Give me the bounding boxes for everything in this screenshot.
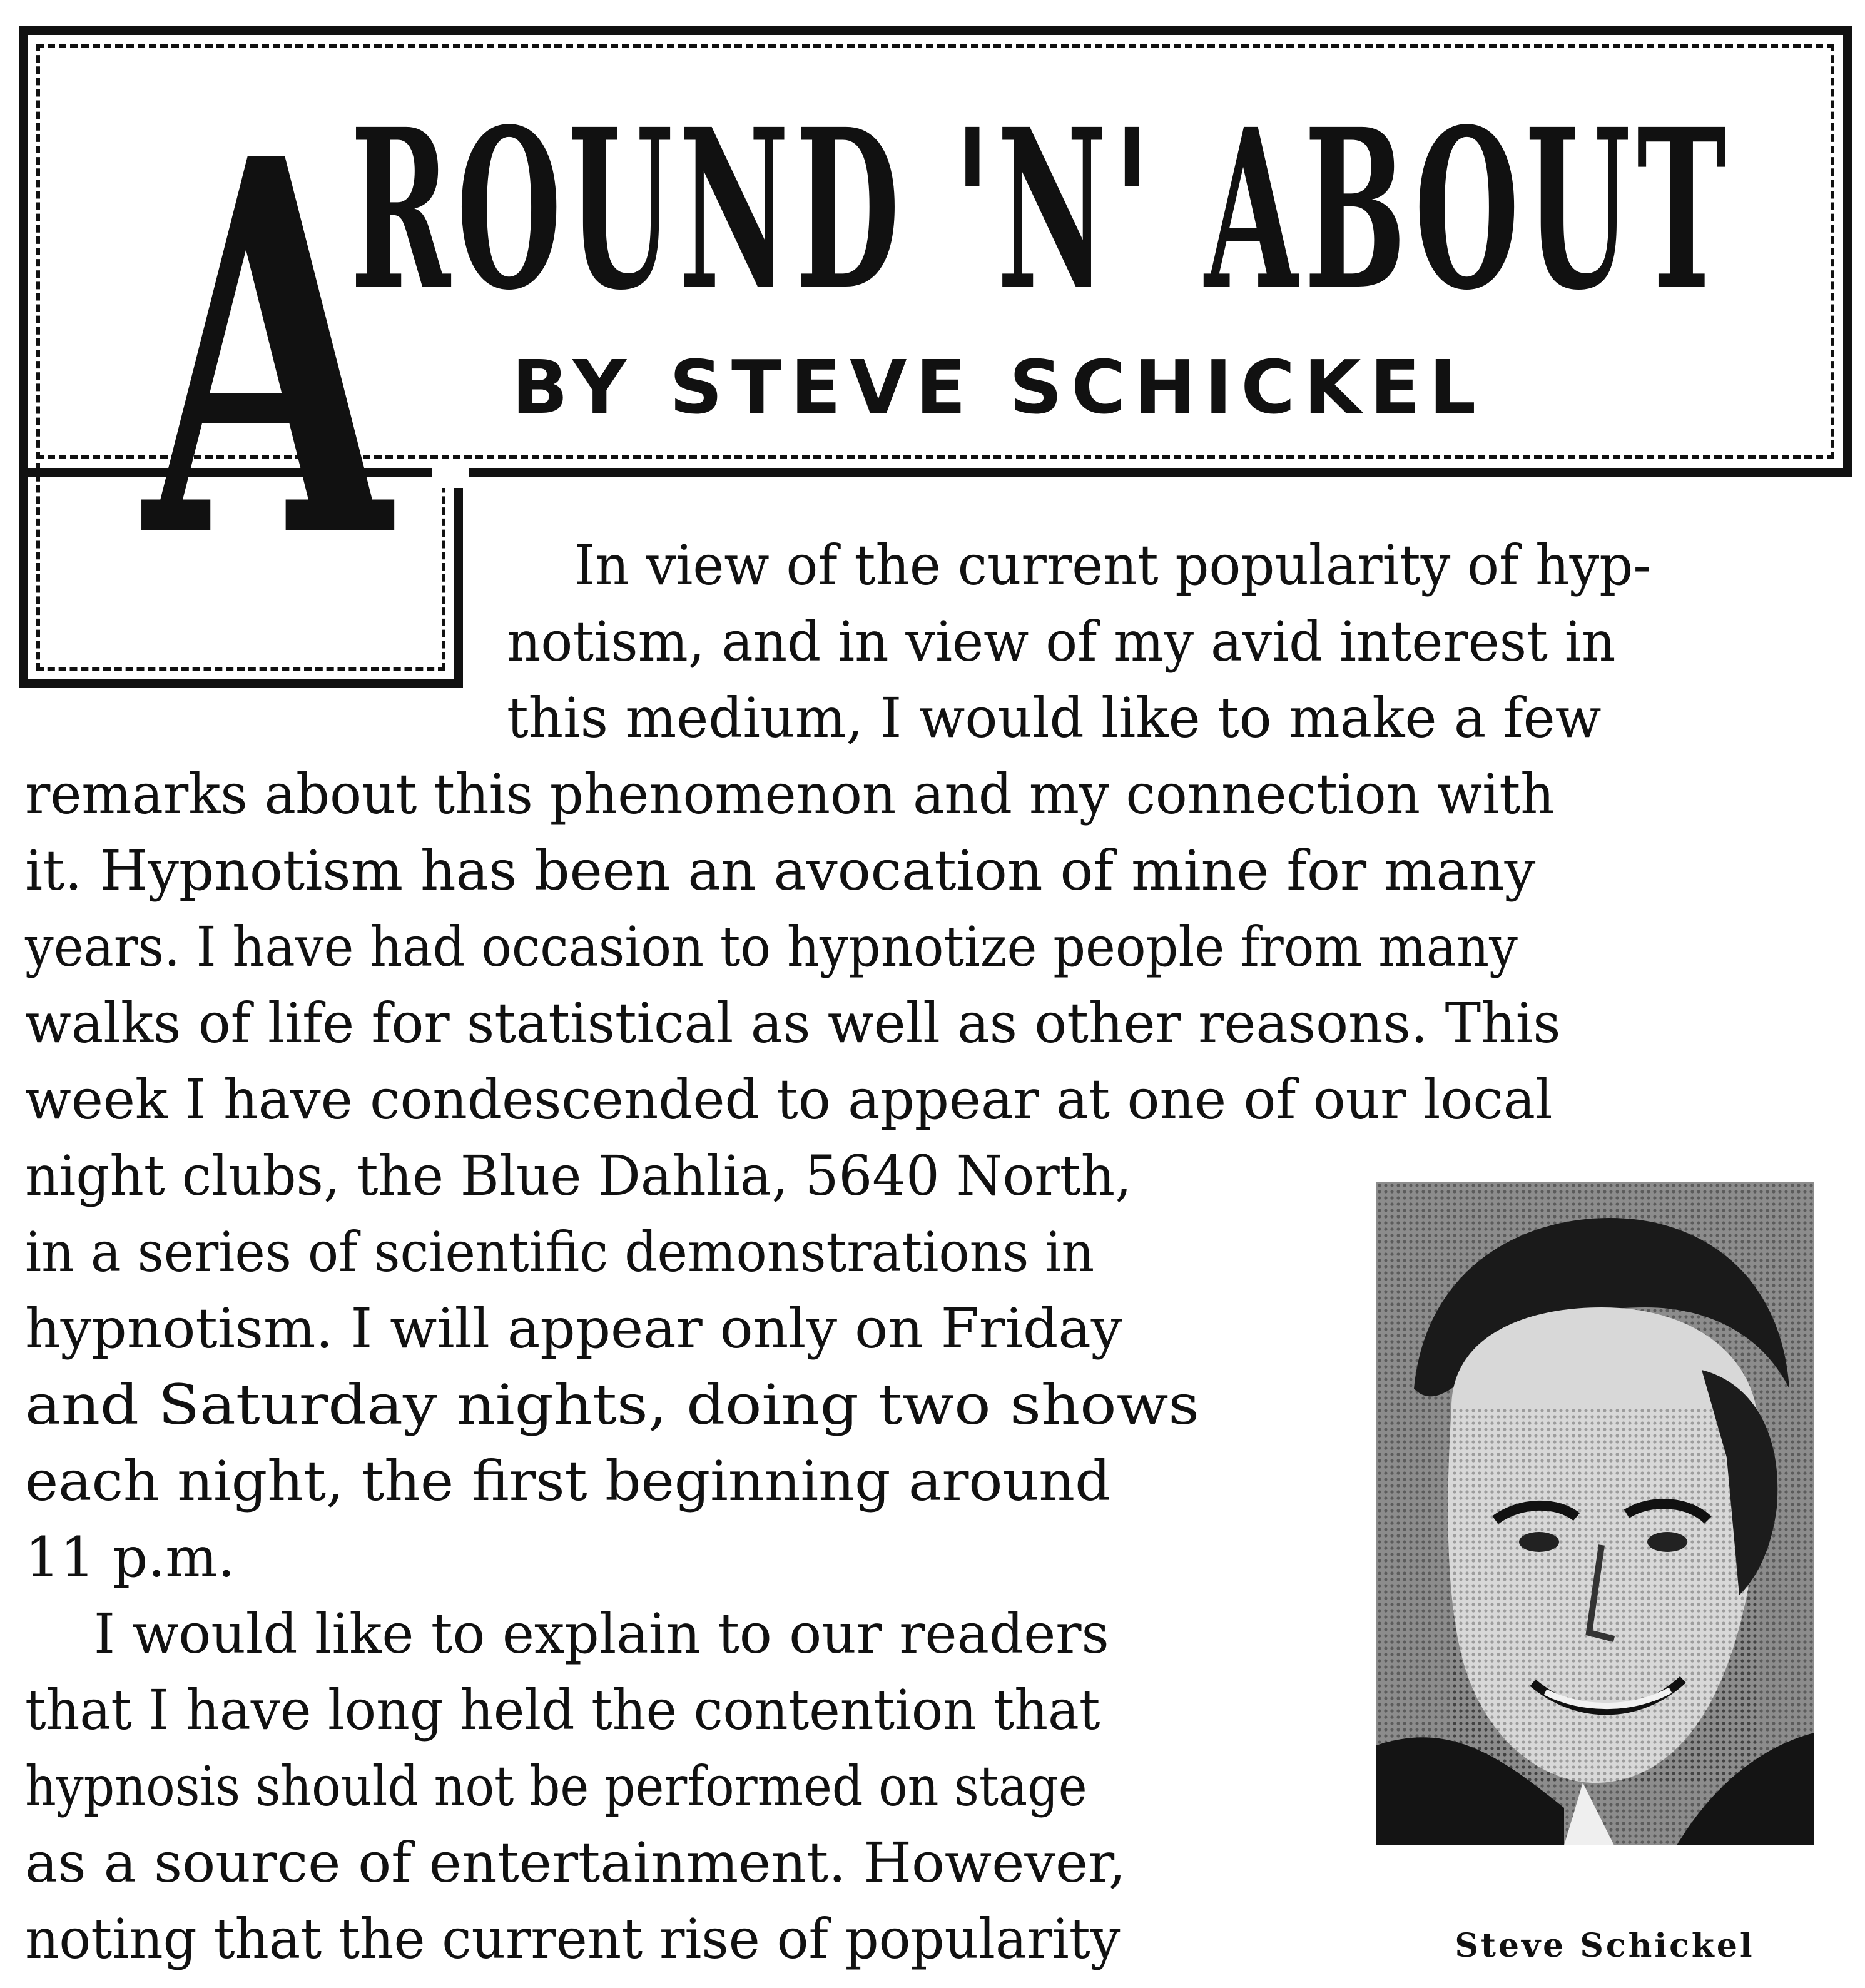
body-line-12: and Saturday nights, doing two shows xyxy=(25,1372,1200,1437)
body-line-6: years. I have had occasion to hypnotize people from many xyxy=(25,915,1518,979)
frame-notch xyxy=(432,463,469,488)
body-line-17: hypnosis should not be performed on stage xyxy=(25,1754,1087,1818)
body-line-2: notism, and in view of my avid interest in xyxy=(507,609,1616,674)
body-line-13: each night, the first beginning around xyxy=(25,1449,1111,1513)
body-line-18: as a source of entertainment. However, xyxy=(25,1830,1126,1895)
portrait-image xyxy=(1376,1182,1814,1845)
body-line-7: walks of life for statistical as well as other reasons. This xyxy=(25,991,1561,1055)
body-line-9: night clubs, the Blue Dahlia, 5640 North, xyxy=(25,1144,1132,1208)
body-line-19: noting that the current rise of popularity xyxy=(25,1907,1121,1971)
body-line-10: in a series of scientific demonstrations in xyxy=(25,1220,1095,1284)
body-line-3: this medium, I would like to make a few xyxy=(507,686,1602,750)
body-line-14: 11 p.m. xyxy=(25,1525,235,1590)
body-line-11: hypnotism. I will appear only on Friday xyxy=(25,1296,1122,1361)
body-line-4: remarks about this phenomenon and my connection with xyxy=(25,762,1555,826)
byline: BY STEVE SCHICKEL xyxy=(512,344,1485,430)
body-line-15: I would like to explain to our readers xyxy=(94,1601,1109,1666)
body-line-5: it. Hypnotism has been an avocation of mine for many xyxy=(25,838,1536,903)
column-title: ROUND 'N' ABOUT xyxy=(350,81,1733,338)
body-line-8: week I have condescended to appear at one of our local xyxy=(25,1067,1553,1132)
author-photo xyxy=(1376,1182,1814,1845)
photo-caption: Steve Schickel xyxy=(1455,1927,1755,1965)
body-line-16: that I have long held the contention that xyxy=(25,1678,1100,1742)
body-line-1: In view of the current popularity of hyp- xyxy=(574,533,1651,597)
title-initial: A xyxy=(144,49,391,651)
